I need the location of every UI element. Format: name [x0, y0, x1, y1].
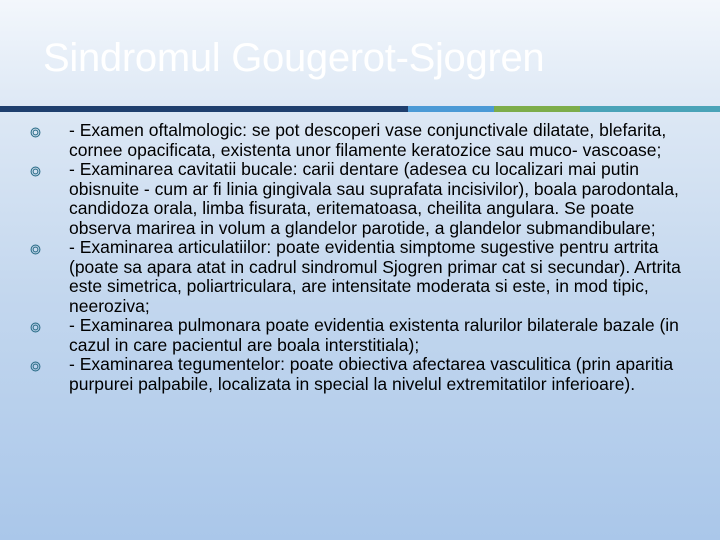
list-item-text: - Examinarea pulmonara poate evidentia existenta ralurilor bilaterale bazale (in cazul in care pacientul are boala interstitiala); — [69, 315, 679, 355]
ring-bullet-icon — [30, 127, 41, 138]
ring-bullet-icon — [30, 244, 41, 255]
list-item — [30, 355, 690, 394]
list-item-text: - Examinarea cavitatii bucale: carii dentare (adesea cu localizari mai putin obisnuite - cum ar fi linia gingivala sau suprafata incisivilor), boala parodontala, candidoza orala, limba fisurata, eritematoasa, cheilita angulara. Se poate observa marirea in volum a glandelor parotide, a glandelor submandibulare; — [69, 159, 679, 238]
list-item — [30, 316, 690, 355]
title-divider — [0, 106, 720, 112]
bullet-list — [30, 121, 690, 394]
list-item — [30, 121, 690, 160]
list-item — [30, 160, 690, 238]
divider-segment-green — [494, 106, 580, 112]
divider-segment-navy — [0, 106, 408, 112]
list-item — [30, 238, 690, 316]
list-item-text: - Examinarea tegumentelor: poate obiectiva afectarea vasculitica (prin aparitia purpurei palpabile, localizata in special la nivelul extremitatilor inferioare). — [69, 354, 674, 394]
divider-segment-blue — [408, 106, 494, 112]
ring-bullet-icon — [30, 166, 41, 177]
ring-bullet-icon — [30, 322, 41, 333]
list-item-text: - Examinarea articulatiilor: poate evidentia simptome sugestive pentru artrita (poate sa apara atat in cadrul sindromul Sjogren primar cat si secundar). Artrita este simetrica, poliartriculara, are intensitate moderata si este, in mod tipic, neeroziva; — [69, 237, 681, 316]
slide-title: Sindromul Gougerot-Sjogren — [43, 36, 545, 80]
list-item-text: - Examen oftalmologic: se pot descoperi vase conjunctivale dilatate, blefarita, cornee opacificata, existenta unor filamente keratozice sau muco- vascoase; — [69, 120, 667, 160]
divider-segment-teal — [580, 106, 720, 112]
ring-bullet-icon — [30, 361, 41, 372]
